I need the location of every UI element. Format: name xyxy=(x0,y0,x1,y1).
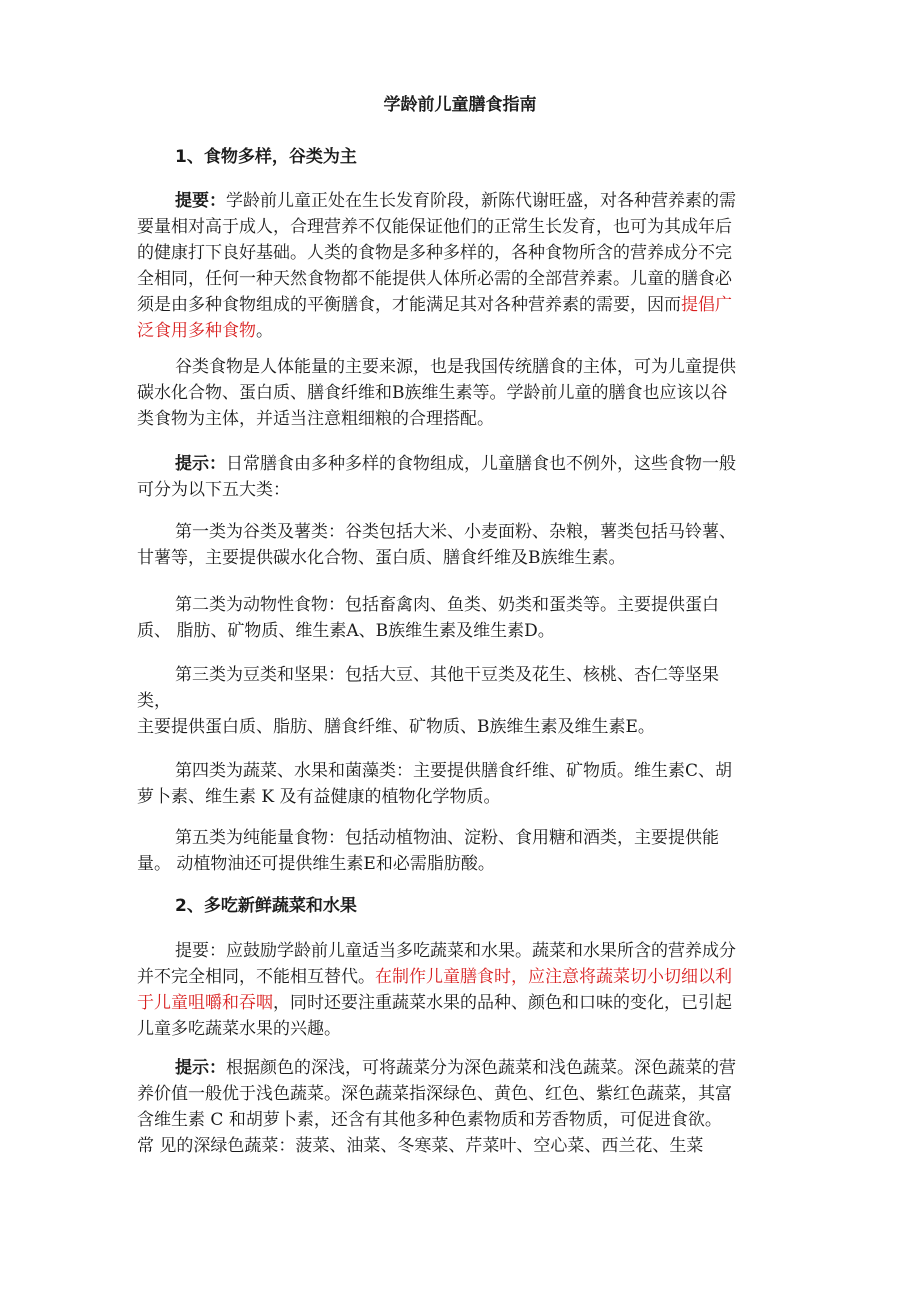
paragraph-line: 类食物为主体，并适当注意粗细粮的合理搭配。 xyxy=(137,409,494,429)
food-category-5 xyxy=(137,825,785,877)
section-1-heading: 1、食物多样，谷类为主 xyxy=(175,147,357,167)
paragraph-line: 谷类食物是人体能量的主要来源，也是我国传统膳食的主体，可为儿童提供 xyxy=(175,357,736,377)
vegetable-tip-paragraph xyxy=(137,1055,785,1159)
paragraph-line: 并不完全相同，不能相互替代。在制作儿童膳食时，应注意将蔬菜切小切细以利 xyxy=(137,967,732,987)
paragraph-line: 第五类为纯能量食物：包括动植物油、淀粉、食用糖和酒类，主要提供能 xyxy=(175,828,719,848)
paragraph-line: 提要：学龄前儿童正处在生长发育阶段，新陈代谢旺盛，对各种营养素的需 xyxy=(175,191,736,211)
food-category-4 xyxy=(137,758,785,810)
highlight-text: 于儿童咀嚼和吞咽 xyxy=(137,993,273,1013)
paragraph-line: 类， xyxy=(137,691,171,711)
paragraph-line: 提示：日常膳食由多种多样的食物组成，儿童膳食也不例外，这些食物一般 xyxy=(175,454,736,474)
section-2-summary-paragraph xyxy=(137,938,785,1042)
paragraph-line: 可分为以下五大类： xyxy=(137,480,290,500)
paragraph-line: 质、 脂肪、矿物质、维生素A、B族维生素及维生素D。 xyxy=(137,621,555,641)
tip-label: 提示： xyxy=(175,454,226,474)
paragraph-line: 于儿童咀嚼和吞咽，同时还要注重蔬菜水果的品种、颜色和口味的变化，已引起 xyxy=(137,993,732,1013)
document-title: 学龄前儿童膳食指南 xyxy=(383,95,537,115)
tip-paragraph xyxy=(137,451,785,503)
paragraph-line: 要量相对高于成人，合理营养不仅能保证他们的正常生长发育，也可为其成年后 xyxy=(137,217,732,237)
paragraph-line: 的健康打下良好基础。人类的食物是多种多样的，各种食物所含的营养成分不完 xyxy=(137,243,732,263)
paragraph-line: 养价值一般优于浅色蔬菜。深色蔬菜指深绿色、黄色、红色、紫红色蔬菜，其富 xyxy=(137,1084,732,1104)
paragraph-line: 第四类为蔬菜、水果和菌藻类：主要提供膳食纤维、矿物质。维生素C、胡 xyxy=(175,761,733,781)
paragraph-line: 量。 动植物油还可提供维生素E和必需脂肪酸。 xyxy=(137,854,495,874)
summary-label: 提要： xyxy=(175,191,226,211)
highlight-text: 泛食用多种食物 xyxy=(137,321,256,341)
paragraph-line: 第一类为谷类及薯类：谷类包括大米、小麦面粉、杂粮，薯类包括马铃薯、 xyxy=(175,522,736,542)
paragraph-line: 第三类为豆类和坚果：包括大豆、其他干豆类及花生、核桃、杏仁等坚果 xyxy=(175,665,719,685)
highlight-text: 在制作儿童膳食时，应注意将蔬菜切小切细以利 xyxy=(375,967,732,987)
paragraph-line: 儿童多吃蔬菜水果的兴趣。 xyxy=(137,1019,341,1039)
paragraph-line: 碳水化合物、蛋白质、膳食纤维和B族维生素等。学龄前儿童的膳食也应该以谷 xyxy=(137,383,728,403)
section-1-summary-paragraph xyxy=(137,188,785,344)
grains-paragraph xyxy=(137,354,785,432)
food-category-3 xyxy=(137,662,785,740)
paragraph-line: 须是由多种食物组成的平衡膳食，才能满足其对各种营养素的需要，因而提倡广 xyxy=(137,295,732,315)
paragraph-line: 全相同，任何一种天然食物都不能提供人体所必需的全部营养素。儿童的膳食必 xyxy=(137,269,732,289)
food-category-2 xyxy=(137,592,785,644)
section-2-heading: 2、多吃新鲜蔬菜和水果 xyxy=(175,896,357,916)
paragraph-line: 提要：应鼓励学龄前儿童适当多吃蔬菜和水果。蔬菜和水果所含的营养成分 xyxy=(175,941,736,961)
paragraph-line: 主要提供蛋白质、脂肪、膳食纤维、矿物质、B族维生素及维生素E。 xyxy=(137,717,655,737)
paragraph-line: 提示：根据颜色的深浅，可将蔬菜分为深色蔬菜和浅色蔬菜。深色蔬菜的营 xyxy=(175,1058,736,1078)
paragraph-line: 萝卜素、维生素 K 及有益健康的植物化学物质。 xyxy=(137,787,501,807)
paragraph-line: 含维生素 C 和胡萝卜素，还含有其他多种色素物质和芳香物质，可促进食欲。 xyxy=(137,1110,722,1130)
paragraph-line: 常 见的深绿色蔬菜：菠菜、油菜、冬寒菜、芹菜叶、空心菜、西兰花、生菜 xyxy=(137,1136,704,1156)
highlight-text: 提倡广 xyxy=(681,295,732,315)
paragraph-line: 甘薯等，主要提供碳水化合物、蛋白质、膳食纤维及B族维生素。 xyxy=(137,548,626,568)
paragraph-line: 泛食用多种食物。 xyxy=(137,321,273,341)
paragraph-line: 第二类为动物性食物：包括畜禽肉、鱼类、奶类和蛋类等。主要提供蛋白 xyxy=(175,595,719,615)
tip-label: 提示： xyxy=(175,1058,226,1078)
food-category-1 xyxy=(137,519,785,571)
